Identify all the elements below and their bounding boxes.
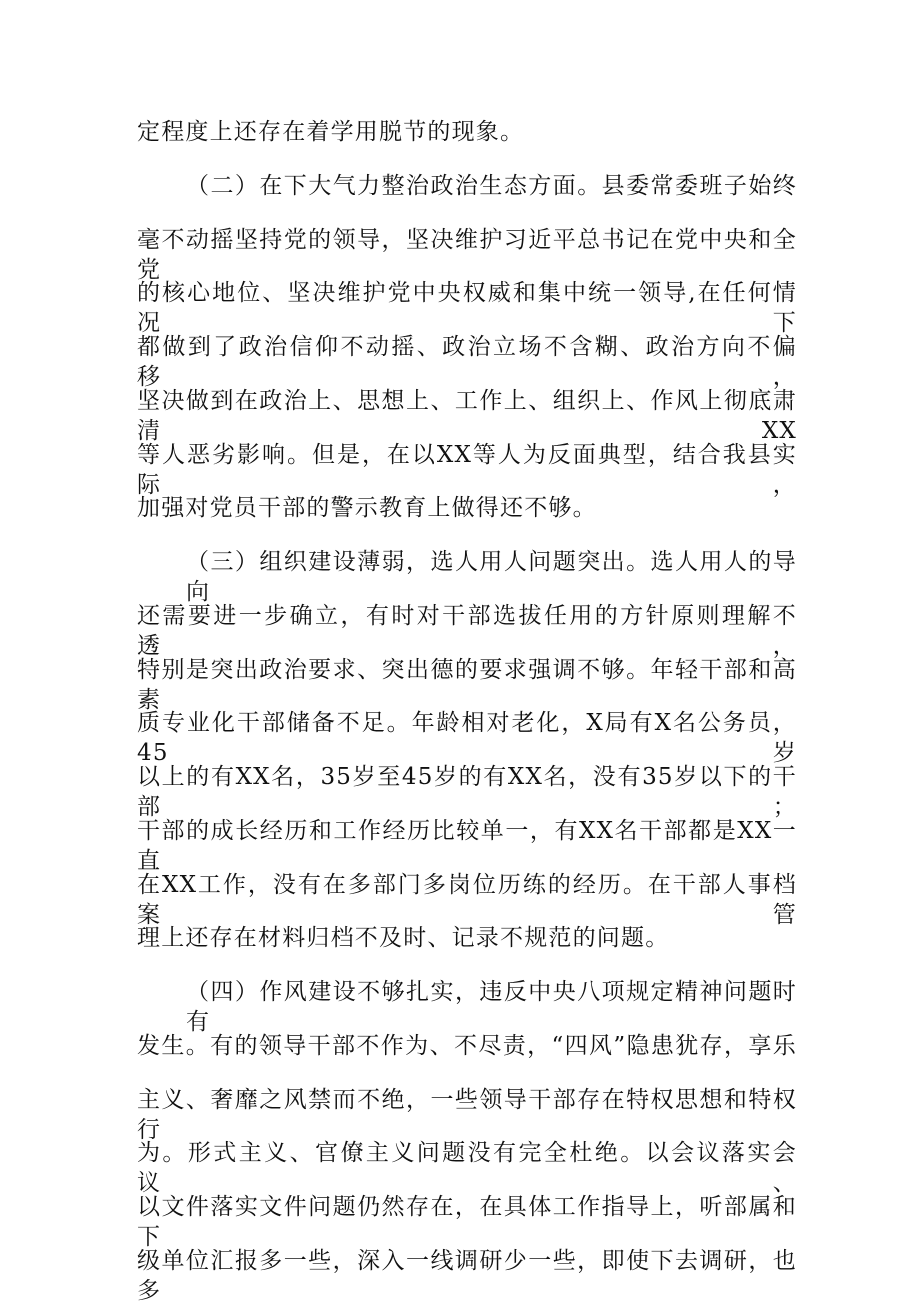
text-line: 毫不动摇坚持党的领导，坚决维护习近平总书记在党中央和全党 (137, 227, 797, 283)
paragraph-heading-3: （三）组织建设薄弱，选人用人问题突出。选人用人的导向 (186, 549, 797, 605)
text-line: 发生。有的领导干部不作为、不尽责，“四风”隐患犹存，享乐 (137, 1033, 797, 1059)
paragraph-heading-2: （二）在下大气力整治政治生态方面。县委常委班子始终 (186, 173, 797, 199)
text-line: 都做到了政治信仰不动摇、政治立场不含糊、政治方向不偏移， (137, 334, 797, 390)
text-line: 定程度上还存在着学用脱节的现象。 (137, 119, 525, 145)
text-line: 干部的成长经历和工作经历比较单一，有XX名干部都是XX一直 (137, 818, 797, 874)
text-line: 的核心地位、坚决维护党中央权威和集中统一领导,在任何情况下 (137, 280, 797, 336)
text-line: 还需要进一步确立，有时对干部选拔任用的方针原则理解不透， (137, 603, 797, 659)
text-line: 特别是突出政治要求、突出德的要求强调不够。年轻干部和高素 (137, 657, 797, 713)
text-line: 级单位汇报多一些，深入一线调研少一些，即使下去调研，也多 (137, 1248, 797, 1304)
text-line: 加强对党员干部的警示教育上做得还不够。 (137, 495, 597, 521)
text-line: 质专业化干部储备不足。年龄相对老化，X局有X名公务员，45岁 (137, 710, 797, 766)
text-line: 以文件落实文件问题仍然存在，在具体工作指导上，听部属和下 (137, 1194, 797, 1250)
text-line: 坚决做到在政治上、思想上、工作上、组织上、作风上彻底肃清XX (137, 388, 797, 444)
paragraph-heading-4: （四）作风建设不够扎实，违反中央八项规定精神问题时有 (186, 979, 797, 1035)
text-line: 等人恶劣影响。但是，在以XX等人为反面典型，结合我县实际， (137, 442, 797, 498)
text-line: 为。形式主义、官僚主义问题没有完全杜绝。以会议落实会议、 (137, 1140, 797, 1196)
text-line: 在XX工作，没有在多部门多岗位历练的经历。在干部人事档案管 (137, 872, 797, 928)
text-line: 理上还存在材料归档不及时、记录不规范的问题。 (137, 925, 670, 951)
text-line: 主义、奢靡之风禁而不绝，一些领导干部存在特权思想和特权行 (137, 1087, 797, 1143)
text-line: 以上的有XX名，35岁至45岁的有XX名，没有35岁以下的干部； (137, 764, 797, 820)
